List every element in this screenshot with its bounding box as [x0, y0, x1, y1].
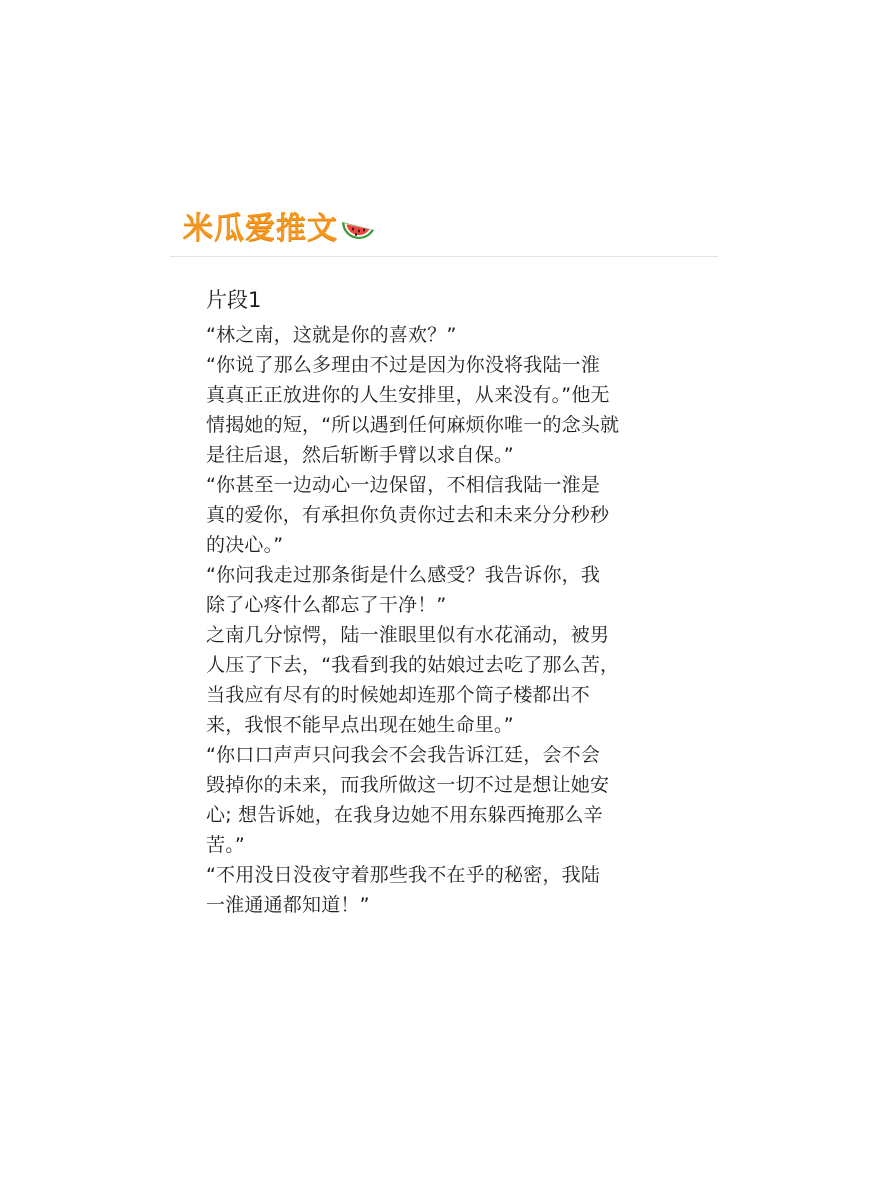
- header-divider: [170, 256, 718, 257]
- paragraph-2: “你说了那么多理由不过是因为你没将我陆一淮 真真正正放进你的人生安排里，从来没有。”他无 情揭她的短，“所以遇到任何麻烦你唯一的念头就 是往后退，然后斩断手臂以求自保。”: [206, 354, 620, 466]
- paragraph-4: “你问我走过那条街是什么感受？我告诉你，我 除了心疼什么都忘了干净！”: [206, 564, 601, 616]
- article: [206, 284, 646, 920]
- paragraph-1: “林之南，这就是你的喜欢？”: [206, 324, 457, 346]
- brand-header: [183, 208, 376, 250]
- section-title: 片段1: [206, 288, 262, 312]
- paragraph-3: “你甚至一边动心一边保留，不相信我陆一淮是 真的爱你，有承担你负责你过去和未来分分秒秒 的决心。”: [206, 474, 610, 556]
- paragraph-5: 之南几分惊愕，陆一淮眼里似有水花涌动，被男 人压了下去，“我看到我的姑娘过去吃了那么苦， 当我应有尽有的时候她却连那个筒子楼都出不 来，我恨不能早点出现在她生命里。”: [206, 624, 620, 736]
- paragraph-7: “不用没日没夜守着那些我不在乎的秘密，我陆 一淮通通都知道！”: [206, 864, 601, 916]
- watermelon-icon: [340, 214, 376, 244]
- paragraph-6: “你口口声声只问我会不会我告诉江廷，会不会 毁掉你的未来，而我所做这一切不过是想让她安 心; 想告诉她，在我身边她不用东躲西掩那么辛 苦。”: [206, 744, 610, 856]
- brand-title: 米瓜爱推文: [183, 211, 338, 246]
